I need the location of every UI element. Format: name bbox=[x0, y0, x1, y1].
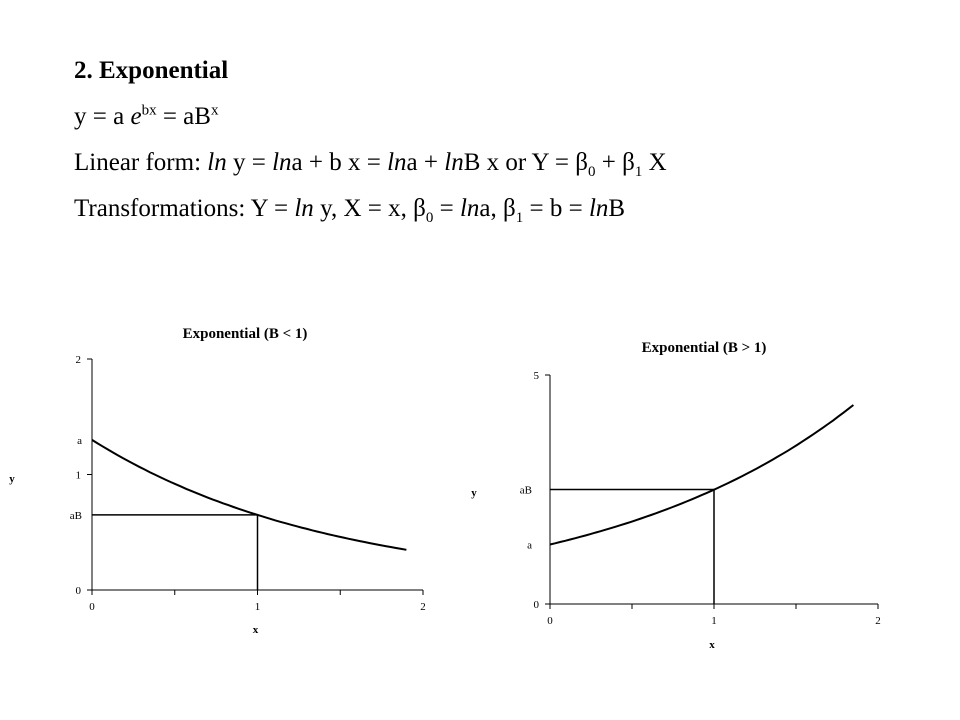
trans-part: = bbox=[433, 195, 460, 222]
beta-symbol: β bbox=[622, 149, 635, 176]
linear-part: y = bbox=[226, 149, 273, 176]
x-tick-label: 2 bbox=[875, 615, 881, 627]
ln: ln bbox=[444, 149, 464, 176]
x-tick-label: 1 bbox=[711, 615, 717, 627]
linear-part: a + bbox=[406, 149, 445, 176]
x-axis-label: x bbox=[709, 639, 715, 651]
eq-sup: x bbox=[210, 102, 219, 119]
exponential-curve bbox=[550, 405, 853, 545]
linear-part: a + b x = bbox=[291, 149, 388, 176]
linear-part: X bbox=[642, 149, 667, 176]
trans-part: = b = bbox=[523, 195, 589, 222]
eq-part: = aB bbox=[156, 103, 211, 130]
y-tick-label: 1 bbox=[75, 469, 81, 482]
y-annotation-label: a bbox=[77, 434, 82, 447]
heading-title: 2. Exponential bbox=[74, 57, 229, 84]
trans-part: B bbox=[608, 195, 626, 222]
y-tick-label: 5 bbox=[533, 370, 539, 382]
x-tick-label: 2 bbox=[420, 601, 426, 613]
eq-part: y = a bbox=[74, 103, 131, 130]
trans-label: Transformations: Y = bbox=[74, 195, 295, 222]
y-axis-label: y bbox=[9, 473, 15, 485]
x-tick-label: 0 bbox=[547, 615, 553, 627]
trans-part: y, X = x, bbox=[313, 195, 414, 222]
ln: ln bbox=[459, 195, 480, 222]
subscript: 1 bbox=[634, 164, 643, 180]
linear-label: Linear form: bbox=[74, 149, 208, 176]
x-tick-label: 1 bbox=[254, 601, 261, 613]
beta-symbol: β bbox=[575, 149, 588, 176]
trans-part: a, bbox=[479, 195, 503, 222]
y-tick-label: 2 bbox=[75, 354, 81, 366]
chart-title: Exponential (B < 1) bbox=[182, 326, 308, 342]
beta-symbol: β bbox=[413, 195, 426, 222]
subscript: 1 bbox=[515, 210, 524, 226]
y-axis-label: y bbox=[471, 487, 477, 499]
y-annotation-label: aB bbox=[69, 509, 82, 522]
linear-part: B x or Y = bbox=[463, 149, 576, 176]
subscript: 0 bbox=[425, 210, 434, 226]
y-annotation-label: aB bbox=[519, 484, 532, 497]
eq-sup: bx bbox=[141, 102, 157, 119]
beta-symbol: β bbox=[503, 195, 516, 222]
ln: ln bbox=[588, 195, 609, 222]
exponential-curve bbox=[92, 440, 406, 550]
y-annotation-label: a bbox=[527, 539, 532, 552]
linear-part: + bbox=[595, 149, 623, 176]
y-tick-label: 0 bbox=[75, 585, 81, 597]
ln: ln bbox=[207, 149, 227, 176]
ln: ln bbox=[387, 149, 407, 176]
ln: ln bbox=[272, 149, 292, 176]
x-tick-label: 0 bbox=[89, 601, 95, 613]
x-axis-label: x bbox=[252, 624, 259, 636]
ln: ln bbox=[294, 195, 314, 222]
eq-e: e bbox=[130, 103, 142, 130]
subscript: 0 bbox=[588, 164, 596, 180]
y-tick-label: 0 bbox=[533, 599, 539, 611]
chart-title: Exponential (B > 1) bbox=[641, 340, 767, 356]
